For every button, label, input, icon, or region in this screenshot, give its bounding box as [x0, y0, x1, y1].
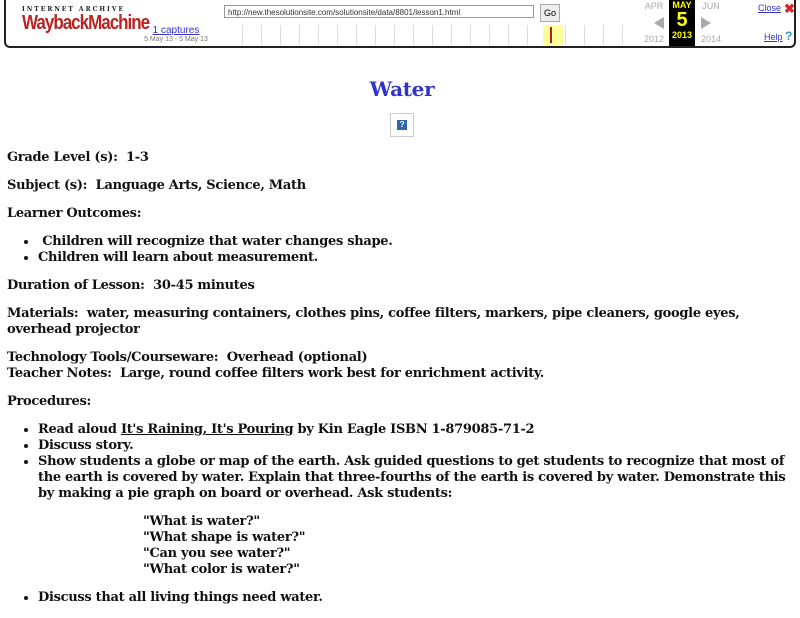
teacher-notes — [7, 366, 797, 382]
next-arrow-icon[interactable] — [701, 17, 711, 29]
captures-link[interactable]: 1 captures — [152, 25, 200, 36]
captures — [136, 25, 216, 43]
current-month: MAY — [672, 0, 692, 10]
tech-label: Technology Tools/Courseware: — [7, 350, 219, 365]
questions — [38, 514, 797, 578]
page-title: Water — [369, 77, 435, 101]
subject-value: Language Arts, Science, Math — [95, 178, 306, 193]
icon-glyph: ? — [397, 120, 407, 130]
list-item: • Children will recognize that water changes shape. — [38, 234, 797, 250]
prev-month: APR — [644, 1, 664, 11]
current-year: 2013 — [671, 30, 693, 40]
duration — [7, 278, 797, 294]
help-link[interactable]: Help — [764, 32, 783, 42]
question: "What color is water?" — [143, 562, 300, 577]
book-title: It's Raining, It's Pouring — [120, 422, 294, 437]
wayback-toolbar — [4, 0, 796, 48]
materials-value: water, measuring containers, clothes pins, coffee filters, markers, pipe cleaners, google eyes, overhead projector — [7, 306, 740, 337]
procedures-list — [7, 422, 797, 606]
close-icon[interactable]: ✖ — [784, 1, 795, 16]
help-image-icon[interactable] — [390, 113, 414, 137]
current-capture — [669, 0, 695, 46]
go-button[interactable]: Go — [540, 4, 560, 22]
tech-value: Overhead (optional) — [226, 350, 368, 365]
grade-label: Grade Level (s): — [7, 150, 118, 165]
prev-arrow-icon[interactable] — [654, 17, 664, 29]
procedures-heading: Procedures: — [7, 394, 91, 409]
notes-value: Large, round coffee filters work best for enrichment activity. — [120, 366, 544, 381]
list-item: • Read aloud It's Raining, It's Pouring by Kin Eagle ISBN 1-879085-71-2 — [38, 422, 797, 438]
duration-value: 30-45 minutes — [153, 278, 255, 293]
list-item: • Children will learn about measurement. — [38, 250, 797, 266]
capture-range: 5 May 13 - 5 May 13 — [144, 36, 208, 43]
subject — [7, 178, 797, 194]
tech-tools — [7, 350, 797, 366]
next-year: 2014 — [700, 34, 722, 44]
prev-year: 2012 — [643, 34, 665, 44]
grade-level — [7, 150, 797, 166]
question: "Can you see water?" — [143, 546, 291, 561]
close-link[interactable]: Close — [758, 3, 782, 13]
capture-sparkline[interactable] — [224, 25, 634, 45]
help-icon[interactable]: ? — [785, 29, 793, 43]
materials — [7, 306, 797, 338]
subject-label: Subject (s): — [7, 178, 88, 193]
list-item: • Show students a globe or map of the earth. Ask guided questions to get students to recognize that most of the earth is covered by water. Explain that three-fourths of the earth is covered by water. Demonstrate this by making a pie graph on board or overhead. Ask students: "What is water?" "What shape is water?" "Can you see water?" "What color is water?" — [38, 454, 797, 578]
lesson-content — [7, 76, 797, 618]
url-input[interactable]: http://new.thesolutionsite.com/solutionsite/data/8801/lesson1.html — [224, 5, 534, 18]
wayback-logo[interactable]: INTERNET ARCHIVE WaybackMachine — [22, 6, 150, 34]
capture-highlight[interactable] — [543, 25, 563, 45]
next-month: JUN — [702, 1, 720, 11]
current-day: 5 — [676, 9, 688, 31]
question: "What is water?" — [143, 514, 260, 529]
grade-value: 1-3 — [126, 150, 149, 165]
outcomes-heading: Learner Outcomes: — [7, 206, 142, 221]
list-item: • Discuss story. — [38, 438, 797, 454]
list-item: • Discuss that all living things need water. — [38, 590, 797, 606]
notes-label: Teacher Notes: — [7, 366, 112, 381]
duration-label: Duration of Lesson: — [7, 278, 145, 293]
outcomes-list — [7, 234, 797, 266]
question: "What shape is water?" — [143, 530, 306, 545]
materials-label: Materials: — [7, 306, 79, 321]
